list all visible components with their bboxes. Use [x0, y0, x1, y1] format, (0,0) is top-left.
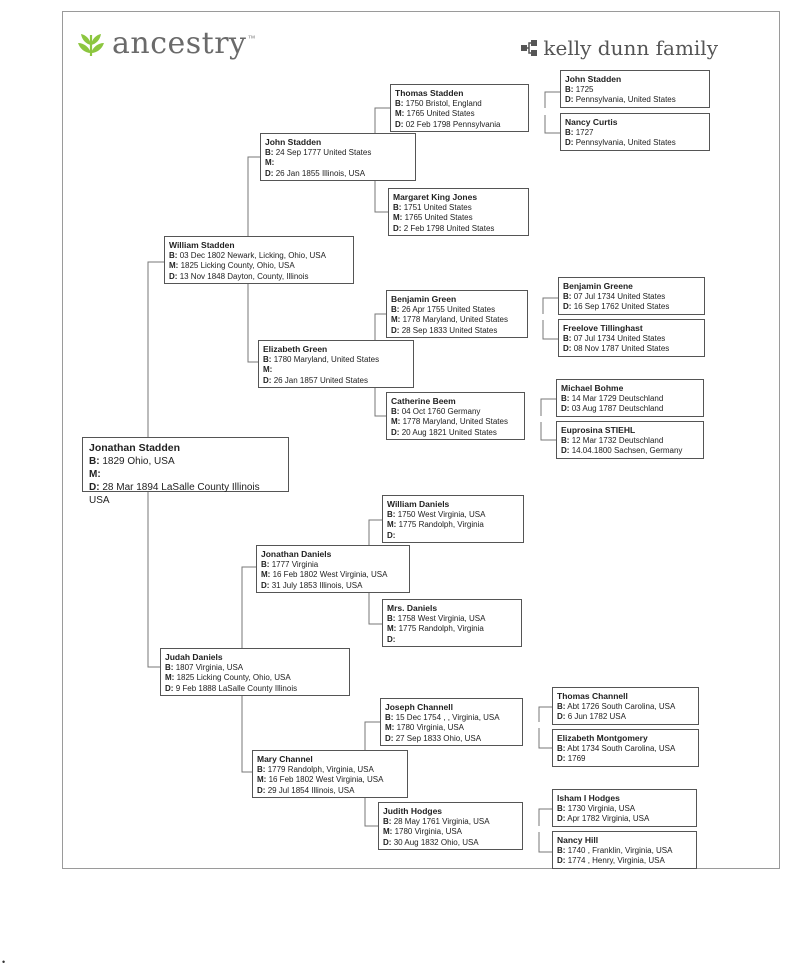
- birth-value: 1779 Randolph, Virginia, USA: [267, 764, 374, 774]
- death-label: D:: [565, 138, 574, 147]
- person-box[interactable]: [386, 392, 525, 440]
- marriage-label: M:: [385, 723, 395, 732]
- birth-value: 03 Dec 1802 Newark, Licking, Ohio, USA: [179, 250, 326, 260]
- person-box[interactable]: [390, 84, 529, 132]
- birth-value: 1725: [575, 84, 594, 94]
- marriage-label: M:: [263, 365, 273, 374]
- marriage-label: M:: [391, 417, 401, 426]
- marriage-value: 1765 United States: [404, 213, 473, 222]
- death-label: D:: [261, 580, 270, 590]
- birth-label: B:: [261, 559, 270, 569]
- person-name: Mary Channel: [257, 754, 313, 764]
- death-value: 30 Aug 1832 Ohio, USA: [393, 837, 479, 847]
- death-value: 31 July 1853 Illinois, USA: [271, 580, 363, 590]
- death-value: 13 Nov 1848 Dayton, County, Illinois: [179, 271, 309, 281]
- birth-value: 15 Dec 1754 , , Virginia, USA: [395, 712, 500, 722]
- death-label: D:: [387, 634, 396, 644]
- death-value: 1774 , Henry, Virginia, USA: [567, 856, 665, 865]
- marriage-value: 16 Feb 1802 West Virginia, USA: [268, 775, 384, 784]
- person-box[interactable]: [256, 545, 410, 593]
- death-label: D:: [169, 271, 178, 281]
- marriage-label: M:: [265, 158, 275, 167]
- death-label: D:: [561, 446, 570, 455]
- marriage-value: 1780 Virginia, USA: [394, 827, 463, 836]
- birth-label: B:: [393, 202, 402, 212]
- death-value: 1769: [567, 754, 586, 763]
- death-value: Apr 1782 Virginia, USA: [567, 814, 650, 823]
- birth-label: B:: [561, 393, 570, 403]
- birth-value: 1758 West Virginia, USA: [397, 613, 486, 623]
- marriage-label: M:: [169, 261, 179, 270]
- birth-label: B:: [391, 406, 400, 416]
- birth-value: 1807 Virginia, USA: [175, 662, 244, 672]
- birth-label: B:: [557, 803, 566, 813]
- person-name: Nancy Curtis: [565, 117, 618, 127]
- person-name: Jonathan Stadden: [89, 442, 181, 454]
- person-name: John Stadden: [265, 137, 322, 147]
- death-value: 6 Jun 1782 USA: [567, 712, 626, 721]
- family-title-text: kelly dunn family: [543, 36, 718, 60]
- person-box[interactable]: [560, 70, 710, 108]
- birth-value: 07 Jul 1734 United States: [573, 333, 666, 343]
- birth-label: B:: [557, 743, 566, 753]
- marriage-label: M:: [393, 213, 403, 222]
- logo-text: ancestry: [112, 26, 247, 61]
- marriage-label: M:: [165, 673, 175, 682]
- death-label: D:: [265, 168, 274, 178]
- death-label: D:: [561, 404, 570, 413]
- person-name: Elizabeth Montgomery: [557, 733, 648, 743]
- birth-label: B:: [89, 456, 100, 467]
- marriage-label: M:: [395, 109, 405, 118]
- person-box[interactable]: [388, 188, 529, 236]
- birth-label: B:: [561, 435, 570, 445]
- birth-label: B:: [563, 333, 572, 343]
- death-label: D:: [391, 427, 400, 437]
- person-box[interactable]: [558, 319, 705, 357]
- birth-value: 14 Mar 1729 Deutschland: [571, 393, 664, 403]
- birth-label: B:: [263, 354, 272, 364]
- person-name: Michael Bohme: [561, 383, 624, 393]
- death-label: D:: [563, 302, 572, 311]
- death-label: D:: [89, 482, 100, 493]
- birth-value: 1730 Virginia, USA: [567, 803, 636, 813]
- marriage-label: M:: [257, 775, 267, 784]
- marriage-label: M:: [383, 827, 393, 836]
- birth-label: B:: [565, 127, 574, 137]
- birth-label: B:: [557, 845, 566, 855]
- person-box[interactable]: [552, 687, 699, 725]
- death-value: 27 Sep 1833 Ohio, USA: [395, 733, 482, 743]
- birth-value: 1750 Bristol, England: [405, 98, 482, 108]
- death-label: D:: [263, 375, 272, 385]
- marriage-label: M:: [89, 469, 101, 480]
- person-box[interactable]: [378, 802, 523, 850]
- marriage-value: 1825 Licking County, Ohio, USA: [176, 673, 291, 682]
- death-value: 9 Feb 1888 LaSalle County Illinois: [175, 683, 298, 693]
- birth-label: B:: [385, 712, 394, 722]
- marriage-value: 1775 Randolph, Virginia: [398, 520, 484, 529]
- death-value: Pennsylvania, United States: [575, 138, 676, 147]
- person-name: Judah Daniels: [165, 652, 223, 662]
- marriage-label: M:: [391, 315, 401, 324]
- person-box[interactable]: [556, 379, 704, 417]
- person-name: Elizabeth Green: [263, 344, 328, 354]
- death-label: D:: [257, 785, 266, 795]
- person-box[interactable]: [160, 648, 350, 696]
- death-label: D:: [565, 95, 574, 104]
- person-name: Benjamin Greene: [563, 281, 633, 291]
- person-box[interactable]: [556, 421, 704, 459]
- death-value: 14.04.1800 Sachsen, Germany: [571, 446, 683, 455]
- death-label: D:: [557, 754, 566, 763]
- person-name: Joseph Channell: [385, 702, 454, 712]
- person-box[interactable]: [552, 789, 697, 827]
- person-box[interactable]: [560, 113, 710, 151]
- person-name: John Stadden: [565, 74, 622, 84]
- person-name: Euprosina STIEHL: [561, 425, 636, 435]
- death-label: D:: [563, 344, 572, 353]
- person-box[interactable]: [260, 133, 416, 181]
- death-label: D:: [383, 837, 392, 847]
- person-box[interactable]: [82, 437, 289, 506]
- person-box[interactable]: [386, 290, 528, 338]
- death-label: D:: [393, 223, 402, 233]
- death-value: 08 Nov 1787 United States: [573, 344, 670, 353]
- birth-value: 1777 Virginia: [271, 559, 319, 569]
- person-name: Isham I Hodges: [557, 793, 620, 803]
- death-label: D:: [387, 530, 396, 540]
- person-box[interactable]: [382, 599, 522, 647]
- birth-label: B:: [565, 84, 574, 94]
- death-value: 28 Mar 1894 LaSalle County Illinois USA: [89, 482, 260, 506]
- birth-value: 1829 Ohio, USA: [102, 456, 175, 467]
- person-box[interactable]: [380, 698, 523, 746]
- death-value: 20 Aug 1821 United States: [401, 427, 497, 437]
- death-label: D:: [165, 683, 174, 693]
- death-value: 29 Jul 1854 Illinois, USA: [267, 785, 355, 795]
- birth-value: 26 Apr 1755 United States: [401, 304, 496, 314]
- birth-value: 1780 Maryland, United States: [273, 354, 380, 364]
- marriage-value: 16 Feb 1802 West Virginia, USA: [272, 570, 388, 579]
- birth-label: B:: [257, 764, 266, 774]
- trademark: ™: [247, 34, 256, 43]
- marriage-value: 1825 Licking County, Ohio, USA: [180, 261, 295, 270]
- marriage-label: M:: [387, 624, 397, 633]
- birth-value: 07 Jul 1734 United States: [573, 291, 666, 301]
- birth-value: 1727: [575, 127, 594, 137]
- death-value: Pennsylvania, United States: [575, 95, 676, 104]
- person-name: Catherine Beem: [391, 396, 456, 406]
- person-name: Mrs. Daniels: [387, 603, 438, 613]
- marriage-value: 1778 Maryland, United States: [402, 315, 508, 324]
- page-corner-mark: •: [2, 957, 6, 967]
- birth-label: B:: [387, 613, 396, 623]
- marriage-label: M:: [261, 570, 271, 579]
- death-label: D:: [395, 119, 404, 129]
- death-label: D:: [385, 733, 394, 743]
- person-name: Benjamin Green: [391, 294, 457, 304]
- death-value: 16 Sep 1762 United States: [573, 302, 670, 311]
- person-box[interactable]: [552, 831, 697, 869]
- birth-label: B:: [557, 701, 566, 711]
- person-name: Margaret King Jones: [393, 192, 478, 202]
- marriage-value: 1765 United States: [406, 109, 475, 118]
- person-box[interactable]: [252, 750, 408, 798]
- birth-value: 1740 , Franklin, Virginia, USA: [567, 845, 673, 855]
- birth-value: 04 Oct 1760 Germany: [401, 406, 481, 416]
- death-label: D:: [557, 814, 566, 823]
- death-label: D:: [391, 325, 400, 335]
- death-value: 2 Feb 1798 United States: [403, 223, 495, 233]
- person-name: William Daniels: [387, 499, 450, 509]
- death-value: 26 Jan 1857 United States: [273, 375, 368, 385]
- person-box[interactable]: [552, 729, 699, 767]
- birth-label: B:: [395, 98, 404, 108]
- birth-value: 24 Sep 1777 United States: [275, 147, 372, 157]
- death-label: D:: [557, 712, 566, 721]
- marriage-value: 1775 Randolph, Virginia: [398, 624, 484, 633]
- birth-label: B:: [169, 250, 178, 260]
- birth-value: Abt 1734 South Carolina, USA: [567, 743, 676, 753]
- birth-label: B:: [387, 509, 396, 519]
- person-box[interactable]: [558, 277, 705, 315]
- marriage-value: 1778 Maryland, United States: [402, 417, 508, 426]
- person-name: Jonathan Daniels: [261, 549, 332, 559]
- birth-value: 1751 United States: [403, 202, 472, 212]
- person-name: Judith Hodges: [383, 806, 443, 816]
- birth-value: Abt 1726 South Carolina, USA: [567, 701, 676, 711]
- death-value: 02 Feb 1798 Pennsylvania: [405, 119, 501, 129]
- person-name: Nancy Hill: [557, 835, 599, 845]
- birth-label: B:: [563, 291, 572, 301]
- marriage-value: 1780 Virginia, USA: [396, 723, 465, 732]
- marriage-label: M:: [387, 520, 397, 529]
- birth-value: 12 Mar 1732 Deutschland: [571, 435, 664, 445]
- birth-label: B:: [165, 662, 174, 672]
- person-name: Thomas Channell: [557, 691, 628, 701]
- birth-value: 28 May 1761 Virginia, USA: [393, 816, 490, 826]
- person-box[interactable]: [382, 495, 524, 543]
- death-value: 26 Jan 1855 Illinois, USA: [275, 168, 366, 178]
- person-box[interactable]: [164, 236, 354, 284]
- birth-label: B:: [265, 147, 274, 157]
- person-name: Freelove Tillinghast: [563, 323, 643, 333]
- birth-label: B:: [391, 304, 400, 314]
- person-name: Thomas Stadden: [395, 88, 464, 98]
- death-value: 28 Sep 1833 United States: [401, 325, 498, 335]
- birth-value: 1750 West Virginia, USA: [397, 509, 486, 519]
- person-box[interactable]: [258, 340, 414, 388]
- death-label: D:: [557, 856, 566, 865]
- person-name: William Stadden: [169, 240, 235, 250]
- death-value: 03 Aug 1787 Deutschland: [571, 404, 664, 413]
- birth-label: B:: [383, 816, 392, 826]
